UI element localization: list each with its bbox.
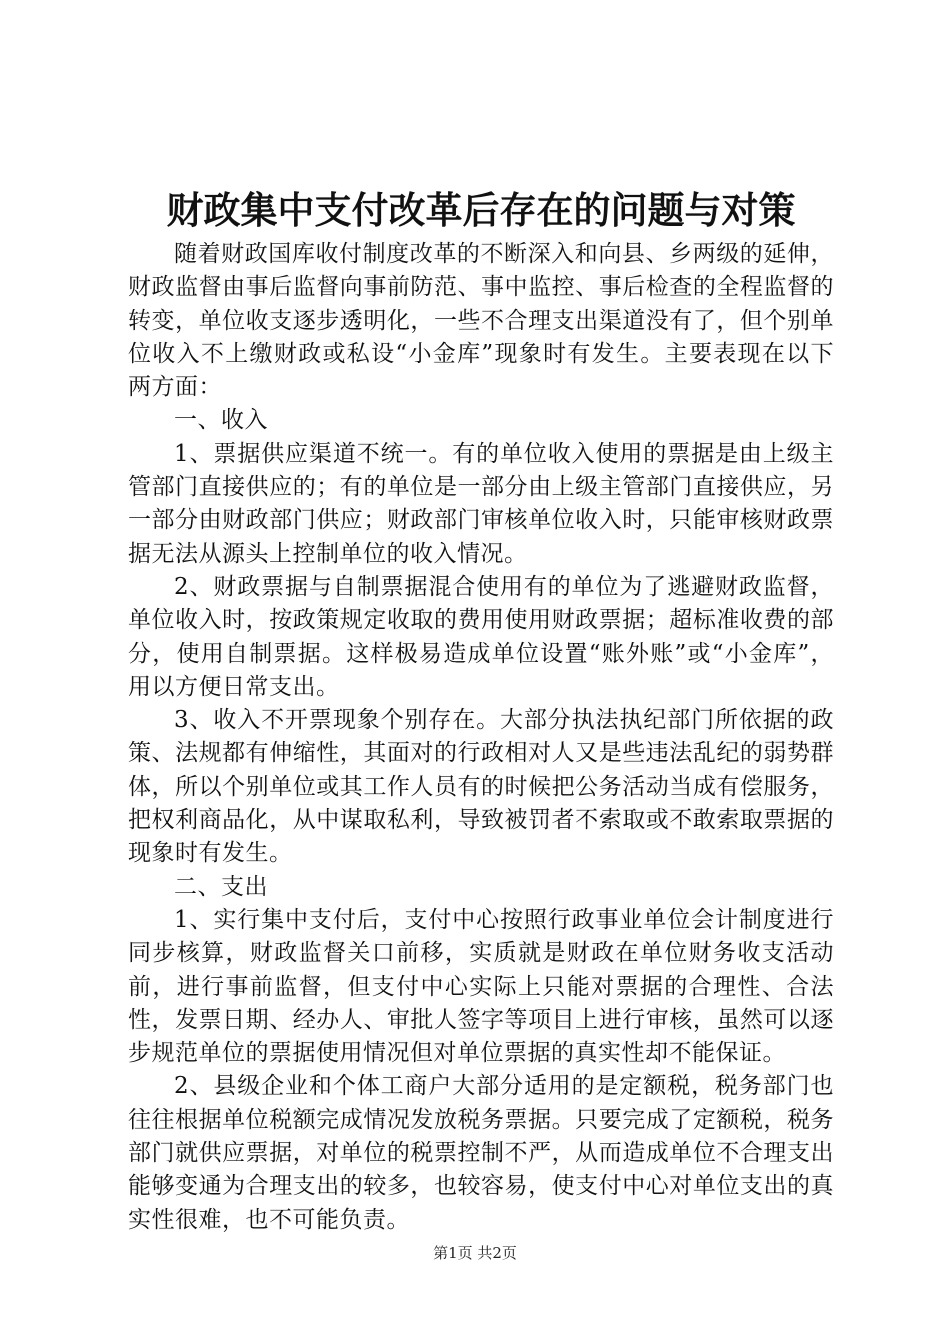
income-item-3: 3、收入不开票现象个别存在。大部分执法执纪部门所依据的政策、法规都有伸缩性，其面对的行政相对人又是些违法乱纪的弱势群体，所以个别单位或其工作人员有的时候把公务活动当成有偿服务，把权利商品化，从中谋取私利，导致被罚者不索取或不敢索取票据的现象时有发生。: [128, 707, 834, 867]
document-body: [128, 238, 834, 1237]
income-item-1: 1、票据供应渠道不统一。有的单位收入使用的票据是由上级主管部门直接供应的；有的单位是一部分由上级主管部门直接供应，另一部分由财政部门供应；财政部门审核单位收入时，只能审核财政票据无法从源头上控制单位的收入情况。: [128, 440, 834, 567]
page-footer: 第1页 共2页: [433, 1244, 517, 1262]
income-item-2: 2、财政票据与自制票据混合使用有的单位为了逃避财政监督，单位收入时，按政策规定收取的费用使用财政票据；超标准收费的部分，使用自制票据。这样极易造成单位设置“账外账”或“小金库”，用以方便日常支出。: [128, 573, 834, 700]
section-heading-income: 一、收入: [174, 407, 268, 434]
document-page: [128, 182, 834, 1237]
expenditure-item-1: 1、实行集中支付后，支付中心按照行政事业单位会计制度进行同步核算，财政监督关口前移，实质就是财政在单位财务收支活动前，进行事前监督，但支付中心实际上只能对票据的合理性、合法性，发票日期、经办人、审批人签字等项目上进行审核，虽然可以逐步规范单位的票据使用情况但对单位票据的真实性却不能保证。: [128, 906, 834, 1067]
document-title: 财政集中支付改革后存在的问题与对策: [166, 188, 796, 232]
intro-paragraph: 随着财政国库收付制度改革的不断深入和向县、乡两级的延伸，财政监督由事后监督向事前防范、事中监控、事后检查的全程监督的转变，单位收支逐步透明化，一些不合理支出渠道没有了，但个别单位收入不上缴财政或私设“小金库”现象时有发生。主要表现在以下两方面：: [128, 241, 834, 401]
expenditure-item-2: 2、县级企业和个体工商户大部分适用的是定额税，税务部门也往往根据单位税额完成情况发放税务票据。只要完成了定额税，税务部门就供应票据，对单位的税票控制不严，从而造成单位不合理支出能够变通为合理支出的较多，也较容易，使支付中心对单位支出的真实性很难，也不可能负责。: [128, 1073, 834, 1233]
section-heading-expenditure: 二、支出: [174, 873, 268, 900]
